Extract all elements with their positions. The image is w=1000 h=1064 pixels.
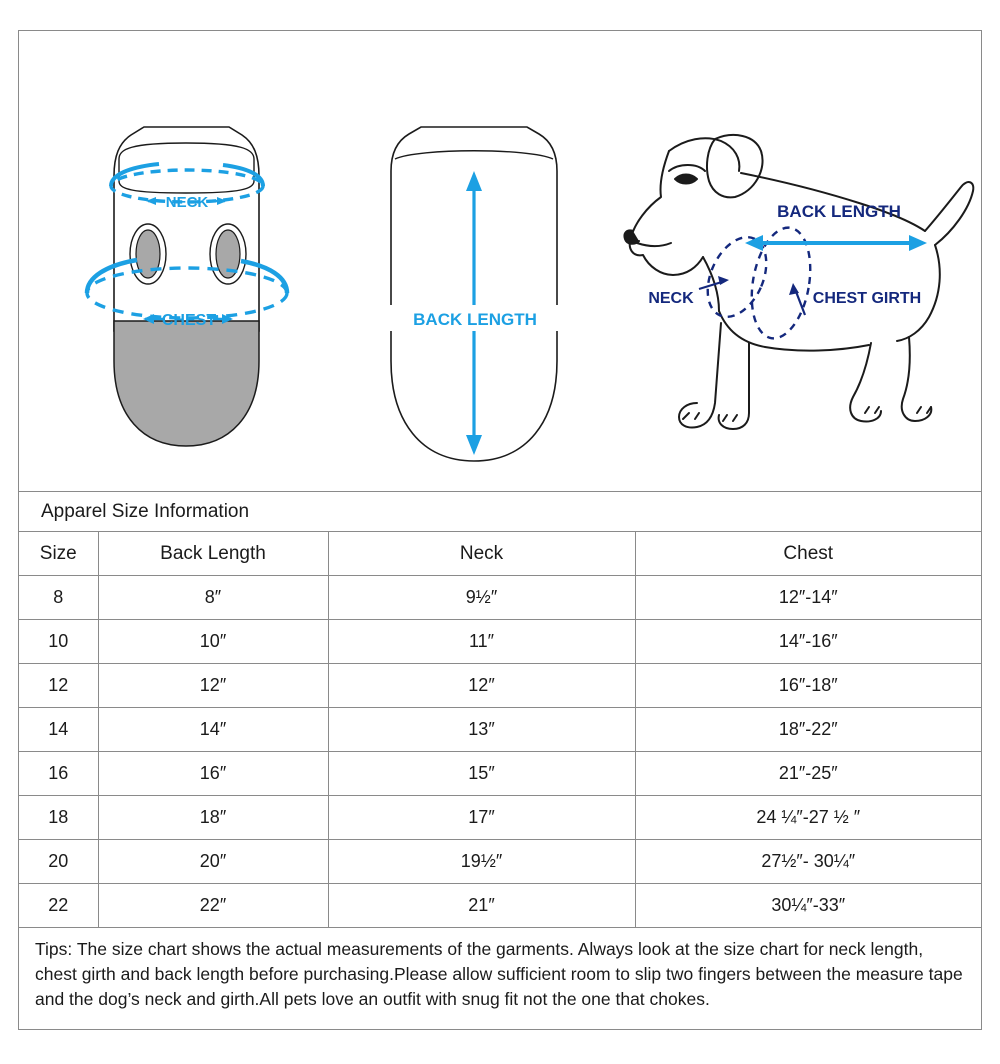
- cell-chest: 24 ¼″-27 ½ ″: [635, 796, 981, 840]
- column-header-neck: Neck: [328, 532, 635, 576]
- cell-back-length: 20″: [98, 840, 328, 884]
- table-title-row: [19, 492, 981, 532]
- column-header-chest: Chest: [635, 532, 981, 576]
- size-chart-sheet: [18, 30, 982, 1030]
- table-row: [19, 752, 981, 796]
- cell-size: 18: [19, 796, 98, 840]
- cell-chest: 12″-14″: [635, 576, 981, 620]
- table-row: [19, 796, 981, 840]
- table-row: [19, 576, 981, 620]
- cell-neck: 19½″: [328, 840, 635, 884]
- cell-back-length: 12″: [98, 664, 328, 708]
- cell-back-length: 10″: [98, 620, 328, 664]
- dog-eye: [675, 175, 697, 184]
- cell-chest: 21″-25″: [635, 752, 981, 796]
- cell-back-length: 14″: [98, 708, 328, 752]
- diagram-panel: [19, 31, 981, 492]
- size-table: [19, 532, 981, 928]
- dog-paw-detail-3: [865, 407, 879, 413]
- dog-front-leg-far: [719, 343, 749, 429]
- cell-chest: 18″-22″: [635, 708, 981, 752]
- dog-chest-arrow-head: [789, 283, 799, 295]
- cell-back-length: 8″: [98, 576, 328, 620]
- dog-ear: [707, 135, 763, 197]
- dog-tail: [925, 182, 973, 245]
- table-row: [19, 884, 981, 928]
- cell-size: 12: [19, 664, 98, 708]
- cell-neck: 11″: [328, 620, 635, 664]
- column-header-back-length: Back Length: [98, 532, 328, 576]
- tips-text: Tips: The size chart shows the actual measurements of the garments. Always look at the size chart for neck length, chest girth and back length before purchasing.Please allow sufficient room to slip two fingers between the measure tape and the dog’s neck and girth.All pets love an outfit with snug fit not the one that chokes.: [35, 939, 963, 1009]
- garment-belly-panel: [114, 321, 259, 446]
- dog-neck-label: NECK: [648, 290, 694, 307]
- table-row: [19, 620, 981, 664]
- cell-neck: 21″: [328, 884, 635, 928]
- garment-front-view: [19, 31, 339, 491]
- dog-paw-detail-4: [917, 407, 931, 413]
- cell-neck: 17″: [328, 796, 635, 840]
- dog-brow: [669, 165, 705, 171]
- chest-label: CHEST: [161, 312, 217, 329]
- cell-back-length: 18″: [98, 796, 328, 840]
- dog-measurement-illustration: [609, 31, 983, 491]
- table-header-row: [19, 532, 981, 576]
- cell-neck: 9½″: [328, 576, 635, 620]
- cell-neck: 13″: [328, 708, 635, 752]
- table-row: [19, 664, 981, 708]
- cell-chest: 27½″- 30¼″: [635, 840, 981, 884]
- dog-back-length-head-right: [909, 235, 927, 251]
- dog-front-leg-near: [679, 323, 721, 428]
- neck-label: NECK: [165, 194, 209, 211]
- cell-chest: 30¼″-33″: [635, 884, 981, 928]
- cell-size: 14: [19, 708, 98, 752]
- cell-size: 16: [19, 752, 98, 796]
- page-title: Apparel Size Information: [41, 500, 250, 522]
- dog-chest-girth-label: CHEST GIRTH: [812, 290, 922, 307]
- dog-paw-detail-1: [683, 413, 699, 419]
- dog-rear-leg-near: [902, 337, 932, 421]
- cell-chest: 16″-18″: [635, 664, 981, 708]
- dog-back-length-label: BACK LENGTH: [777, 202, 901, 221]
- back-length-label: BACK LENGTH: [413, 310, 537, 329]
- cell-size: 10: [19, 620, 98, 664]
- dog-nose: [624, 230, 639, 243]
- dog-muzzle-line: [637, 243, 671, 246]
- cell-chest: 14″-16″: [635, 620, 981, 664]
- cell-neck: 15″: [328, 752, 635, 796]
- cell-size: 8: [19, 576, 98, 620]
- cell-size: 22: [19, 884, 98, 928]
- garment-back-view: [339, 31, 609, 491]
- dog-belly: [719, 311, 869, 351]
- dog-paw-detail-2: [723, 415, 737, 421]
- table-row: [19, 840, 981, 884]
- cell-back-length: 22″: [98, 884, 328, 928]
- cell-size: 20: [19, 840, 98, 884]
- dog-head-outline: [630, 151, 703, 275]
- cell-back-length: 16″: [98, 752, 328, 796]
- column-header-size: Size: [19, 532, 98, 576]
- table-row: [19, 708, 981, 752]
- cell-neck: 12″: [328, 664, 635, 708]
